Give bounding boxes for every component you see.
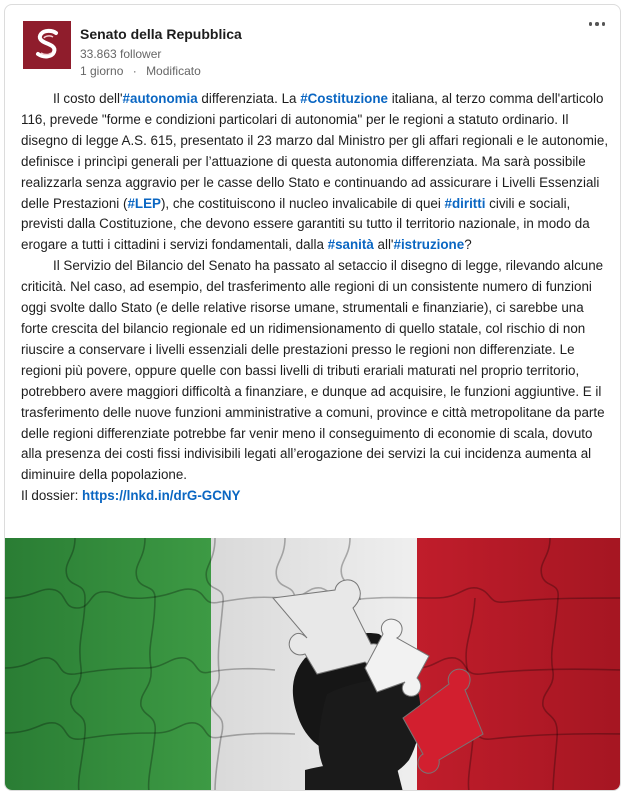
- hashtag-link[interactable]: #LEP: [127, 195, 161, 211]
- more-options-button[interactable]: [582, 15, 612, 33]
- senato-logo[interactable]: [23, 21, 71, 69]
- more-horizontal-icon: [589, 22, 593, 26]
- post-text-segment: civili e sociali, previsti dalla Costituzione, che devono essere garantiti su tutto il territorio nazionale, in modo da erogare a tutti i cittadini i servizi fondamentali, dalla: [21, 195, 590, 253]
- edited-label: Modificato: [146, 64, 201, 78]
- post-text-segment: ?: [464, 237, 472, 253]
- post-text-segment: differenziata. La: [197, 91, 301, 106]
- post-text-segment: all': [373, 237, 394, 253]
- post-text-segment: italiana, al terzo comma dell'articolo 116, prevede "forme e condizioni particolari di autonomia" per le regioni a statuto ordinario. Il disegno di legge A.S. 615, presentato il 23 marzo dal Ministro per gli affari regionali e le autonomie, definisce i princìpi generali per l’attuazione di questa autonomia differenziata. Ma sarà possibile realizzarla senza aggravio per le casse dello Stato e continuando ad assicurare i Livelli Essenziali delle Prestazioni (: [21, 91, 609, 211]
- post-paragraph-1: [21, 89, 609, 256]
- post-text-segment: Il costo dell': [53, 91, 123, 106]
- meta-separator: ·: [132, 64, 137, 78]
- post-image-puzzle-flag[interactable]: [5, 538, 621, 791]
- hashtag-link[interactable]: #Costituzione: [300, 91, 388, 106]
- post-time: 1 giorno: [80, 64, 124, 78]
- author-name[interactable]: Senato della Repubblica: [80, 26, 242, 42]
- post-card: [4, 4, 621, 791]
- follower-count: 33.863 follower: [80, 47, 162, 61]
- post-meta: [80, 64, 201, 78]
- post-text: [21, 89, 609, 507]
- hashtag-link[interactable]: #diritti: [444, 195, 486, 211]
- dossier-link[interactable]: https://lnkd.in/drG-GCNY: [82, 488, 241, 504]
- hashtag-link[interactable]: #istruzione: [393, 237, 465, 253]
- post-header: [5, 5, 620, 81]
- hashtag-link[interactable]: #sanità: [327, 237, 374, 253]
- dossier-label: Il dossier:: [21, 488, 83, 504]
- dossier-line: [21, 486, 609, 507]
- post-text-segment: ), che costituiscono il nucleo invalicabile di quei: [160, 195, 445, 211]
- post-paragraph-2: Il Servizio del Bilancio del Senato ha passato al setaccio il disegno di legge, rilevando alcune criticità. Nel caso, ad esempio, del trasferimento alle regioni di un consistente numero di funzioni oggi svolte dallo Stato (e delle relative risorse umane, strumentali e finanziarie), ci sarebbe una forte crescita del bilancio regionale ed un ridimensionamento di quello statale, col rischio di non riuscire a conservare i livelli essenziali delle prestazioni presso le regioni non differenziate. Le regioni più povere, oppure quelle con bassi livelli di tributi erariali maturati nel proprio territorio, potrebbero avere maggiori difficoltà a finanziare, e dunque ad acquisire, le funzioni aggiuntive. E il trasferimento delle nuove funzioni amministrative a comuni, province e città metropolitane da parte delle regioni differenziate potrebbe far venir meno il conseguimento di economie di scala, dovuto alla presenza dei costi fissi indivisibili legati all’erogazione dei servizi la cui incidenza aumenta al diminuire della popolazione.: [21, 258, 605, 483]
- hashtag-link[interactable]: #autonomia: [122, 91, 198, 106]
